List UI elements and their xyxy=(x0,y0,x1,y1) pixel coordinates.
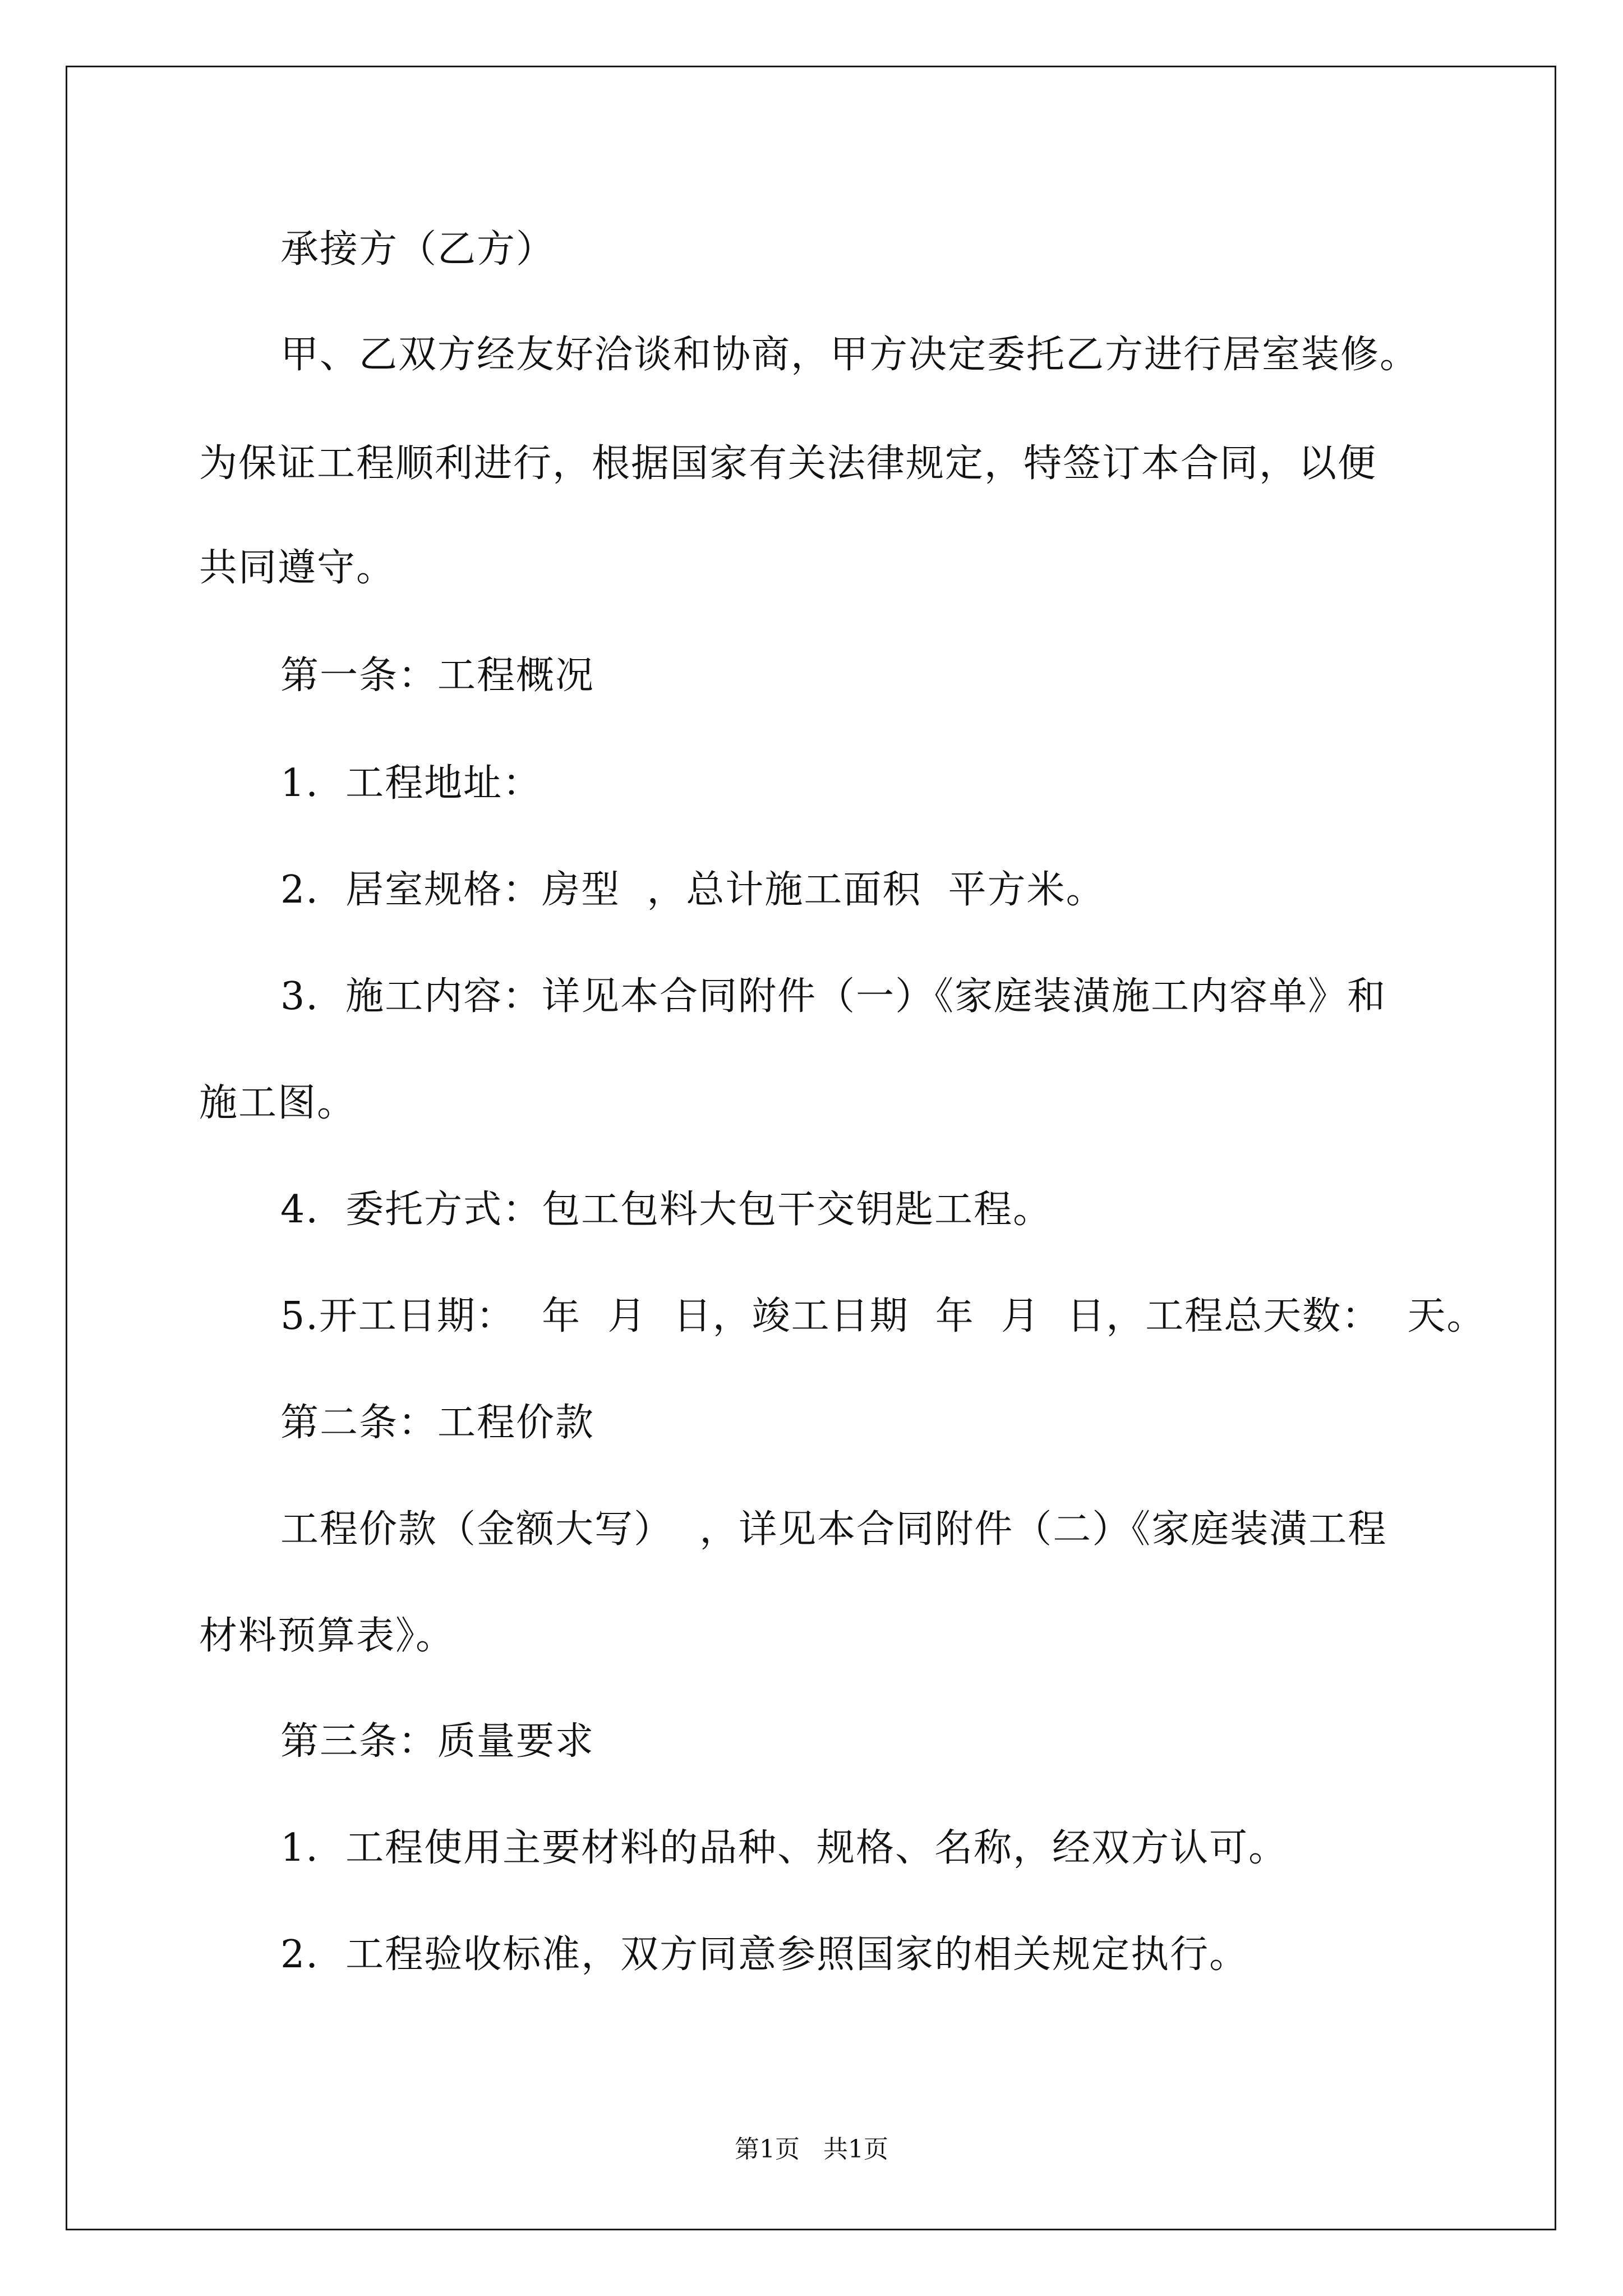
page-number-footer: 第1页 共1页 xyxy=(735,2135,888,2164)
article-2-paragraph-line-2: 材料预算表》。 xyxy=(199,1614,455,1658)
article-1-item-4: 4. 委托方式：包工包料大包干交钥匙工程。 xyxy=(280,1188,1053,1232)
article-2-heading: 第二条：工程价款 xyxy=(280,1401,595,1445)
article-1-item-3-line-1: 3. 施工内容：详见本合同附件（一）《家庭装潢施工内容单》和 xyxy=(280,974,1387,1019)
article-3-heading: 第三条：质量要求 xyxy=(280,1719,595,1764)
party-b-heading: 承接方（乙方） xyxy=(280,227,556,272)
intro-paragraph-line-1: 甲、乙双方经友好洽谈和协商，甲方决定委托乙方进行居室装修。 xyxy=(280,333,1419,377)
intro-paragraph-line-3: 共同遵守。 xyxy=(199,546,396,590)
article-1-item-2: 2. 居室规格：房型 ，总计施工面积 平方米。 xyxy=(280,868,1105,912)
article-1-item-1: 1. 工程地址： xyxy=(280,761,542,806)
intro-paragraph-line-2: 为保证工程顺利进行，根据国家有关法律规定，特签订本合同，以便 xyxy=(199,441,1377,486)
article-2-paragraph-line-1: 工程价款（金额大写） ，详见本合同附件（二）《家庭装潢工程 xyxy=(280,1507,1387,1552)
article-1-item-5: 5.开工日期： 年 月 日，竣工日期 年 月 日，工程总天数： 天。 xyxy=(280,1294,1486,1338)
article-1-heading: 第一条：工程概况 xyxy=(280,654,595,698)
article-1-item-3-line-2: 施工图。 xyxy=(199,1081,357,1125)
article-3-item-2: 2. 工程验收标准，双方同意参照国家的相关规定执行。 xyxy=(280,1932,1249,1977)
article-3-item-1: 1. 工程使用主要材料的品种、规格、名称，经双方认可。 xyxy=(280,1826,1288,1870)
page-border xyxy=(66,66,1556,2230)
